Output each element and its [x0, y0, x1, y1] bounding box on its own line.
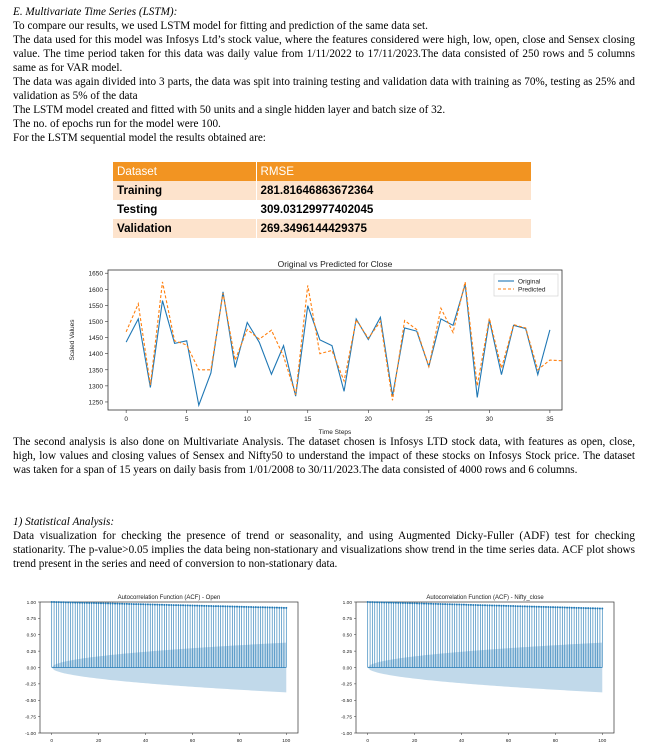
acf-marker — [402, 602, 404, 604]
acf-marker — [51, 601, 53, 603]
series-line-original — [126, 284, 550, 405]
y-tick-label: 1300 — [88, 383, 103, 391]
acf-marker — [507, 605, 509, 607]
acf-marker — [213, 605, 215, 607]
acf-marker — [456, 603, 458, 605]
x-tick-label: 60 — [189, 739, 196, 744]
acf-marker — [109, 602, 111, 604]
acf-marker — [573, 607, 575, 609]
acf-marker — [156, 604, 158, 606]
acf-marker — [423, 603, 425, 605]
acf-marker — [512, 605, 514, 607]
acf-marker — [381, 601, 383, 603]
table-cell: Testing — [113, 200, 256, 219]
y-tick-label: 0.50 — [342, 633, 352, 639]
acf-marker — [238, 606, 240, 608]
acf-marker — [454, 603, 456, 605]
x-tick-label: 80 — [552, 739, 559, 744]
acf-marker — [163, 604, 165, 606]
acf-marker — [149, 603, 151, 605]
x-axis-label: Time Steps — [318, 429, 352, 436]
acf-marker — [594, 607, 596, 609]
acf-marker — [484, 604, 486, 606]
acf-marker — [550, 606, 552, 608]
acf-marker — [540, 606, 542, 608]
acf-marker — [241, 606, 243, 608]
series-line-predicted — [126, 282, 562, 400]
x-tick-label: 0 — [50, 739, 54, 744]
y-tick-label: 1650 — [88, 270, 103, 278]
acf-marker — [152, 604, 154, 606]
x-tick-label: 30 — [485, 416, 493, 423]
acf-marker — [95, 602, 97, 604]
acf-marker — [385, 602, 387, 604]
acf-marker — [252, 606, 254, 608]
acf-marker — [121, 603, 123, 605]
acf-marker — [60, 601, 62, 603]
acf-marker — [465, 604, 467, 606]
acf-marker — [592, 607, 594, 609]
acf-marker — [187, 604, 189, 606]
acf-marker — [177, 604, 179, 606]
acf-marker — [224, 605, 226, 607]
acf-marker — [222, 605, 224, 607]
acf-marker — [587, 607, 589, 609]
y-tick-label: 1500 — [88, 318, 103, 326]
acf-marker — [369, 601, 371, 603]
acf-marker — [458, 604, 460, 606]
acf-marker — [590, 607, 592, 609]
acf-open-chart — [6, 592, 306, 747]
y-tick-label: 1.00 — [342, 600, 352, 606]
acf-marker — [583, 607, 585, 609]
y-tick-label: -1.00 — [341, 731, 352, 737]
table-cell: Validation — [113, 219, 256, 238]
acf-marker — [210, 605, 212, 607]
acf-marker — [522, 605, 524, 607]
acf-marker — [67, 601, 69, 603]
acf-marker — [227, 605, 229, 607]
acf-marker — [498, 605, 500, 607]
acf-marker — [269, 606, 271, 608]
acf-marker — [566, 607, 568, 609]
acf-marker — [411, 602, 413, 604]
acf-marker — [479, 604, 481, 606]
acf-marker — [231, 606, 233, 608]
acf-marker — [580, 607, 582, 609]
acf-marker — [72, 602, 74, 604]
acf-marker — [119, 603, 121, 605]
acf-marker — [482, 604, 484, 606]
acf-marker — [489, 604, 491, 606]
section-e-heading: E. Multivariate Time Series (LSTM): — [13, 6, 178, 18]
acf-marker — [421, 603, 423, 605]
y-tick-label: 0.00 — [342, 666, 352, 672]
acf-marker — [526, 605, 528, 607]
y-tick-label: -1.00 — [25, 731, 36, 737]
acf-marker — [100, 602, 102, 604]
acf-marker — [425, 603, 427, 605]
acf-marker — [281, 607, 283, 609]
y-tick-label: 1250 — [88, 399, 103, 407]
y-tick-label: 1550 — [88, 302, 103, 310]
acf-marker — [432, 603, 434, 605]
x-tick-label: 60 — [505, 739, 512, 744]
acf-marker — [145, 603, 147, 605]
acf-marker — [243, 606, 245, 608]
acf-marker — [208, 605, 210, 607]
y-tick-label: 1350 — [88, 367, 103, 375]
acf-marker — [133, 603, 135, 605]
paragraph: The data was again divided into 3 parts, the data was spit into training testing and validation data with training as 70%, testing as 25% and validation as 5% of the data — [13, 76, 635, 102]
acf-marker — [84, 602, 86, 604]
acf-marker — [451, 603, 453, 605]
acf-marker — [189, 604, 191, 606]
paragraph: To compare our results, we used LSTM model for fitting and prediction of the same data set. — [13, 20, 428, 32]
y-tick-label: 1400 — [88, 351, 103, 359]
acf-marker — [545, 606, 547, 608]
x-tick-label: 10 — [243, 416, 251, 423]
acf-marker — [428, 603, 430, 605]
y-tick-label: 0.25 — [26, 649, 36, 655]
acf-marker — [128, 603, 130, 605]
acf-marker — [524, 605, 526, 607]
acf-marker — [77, 602, 79, 604]
acf-marker — [93, 602, 95, 604]
acf-marker — [491, 604, 493, 606]
acf-marker — [561, 606, 563, 608]
acf-marker — [378, 601, 380, 603]
x-tick-label: 25 — [425, 416, 433, 423]
acf-marker — [86, 602, 88, 604]
acf-marker — [175, 604, 177, 606]
acf-marker — [245, 606, 247, 608]
acf-marker — [81, 602, 83, 604]
paragraph: The data used for this model was Infosys Ltd’s stock value, where the features considered were high, low, open, close and Sensex closing value. The time period taken for this data was daily value from 1/11/2022 to 17/11/2023.The data consisted of 250 rows and 5 columns same as for VAR model. — [13, 34, 635, 74]
acf-marker — [407, 602, 409, 604]
acf-marker — [170, 604, 172, 606]
acf-marker — [135, 603, 137, 605]
acf-marker — [444, 603, 446, 605]
acf-marker — [267, 606, 269, 608]
y-tick-label: -0.75 — [25, 715, 36, 721]
x-tick-label: 0 — [124, 416, 128, 423]
x-tick-label: 5 — [184, 416, 189, 423]
acf-marker — [220, 605, 222, 607]
acf-marker — [435, 603, 437, 605]
acf-marker — [533, 606, 535, 608]
y-tick-label: -0.75 — [341, 715, 352, 721]
acf-marker — [278, 607, 280, 609]
acf-marker — [442, 603, 444, 605]
acf-marker — [161, 604, 163, 606]
acf-marker — [234, 606, 236, 608]
acf-marker — [159, 604, 161, 606]
acf-marker — [585, 607, 587, 609]
acf-marker — [571, 607, 573, 609]
table-header: Dataset — [113, 162, 256, 181]
x-tick-label: 40 — [142, 739, 149, 744]
acf-marker — [91, 602, 93, 604]
chart-title: Autocorrelation Function (ACF) - Open — [117, 595, 221, 601]
acf-marker — [404, 602, 406, 604]
acf-marker — [58, 601, 60, 603]
acf-marker — [547, 606, 549, 608]
acf-marker — [250, 606, 252, 608]
paragraph: Data visualization for checking the presence of trend or seasonality, and using Augmented Dicky-Fuller (ADF) test for checking stationarity. The p-value>0.05 implies the data being non-stationary and visualizations show trend in the time series data. ACF plot shows trend present in the series and need of conversion to non-stationary data. — [13, 530, 635, 570]
acf-marker — [519, 605, 521, 607]
y-tick-label: 0.25 — [342, 649, 352, 655]
acf-marker — [601, 608, 603, 610]
acf-marker — [138, 603, 140, 605]
acf-marker — [229, 605, 231, 607]
y-tick-label: 1600 — [88, 286, 103, 294]
acf-marker — [201, 605, 203, 607]
acf-marker — [383, 601, 385, 603]
y-axis-label: Scaled Values — [69, 319, 76, 361]
table-row — [113, 181, 532, 200]
x-tick-label: 40 — [458, 739, 465, 744]
acf-marker — [203, 605, 205, 607]
x-tick-label: 20 — [364, 416, 372, 423]
acf-marker — [107, 602, 109, 604]
rmse-table — [113, 162, 532, 238]
acf-marker — [475, 604, 477, 606]
acf-marker — [564, 607, 566, 609]
y-tick-label: -0.50 — [341, 699, 352, 705]
acf-marker — [468, 604, 470, 606]
table-cell: 281.81646863672364 — [256, 181, 531, 200]
acf-marker — [503, 605, 505, 607]
acf-marker — [477, 604, 479, 606]
acf-marker — [283, 607, 285, 609]
legend-label: Predicted — [518, 286, 546, 294]
acf-marker — [496, 605, 498, 607]
acf-marker — [123, 603, 125, 605]
acf-marker — [409, 602, 411, 604]
acf-marker — [88, 602, 90, 604]
acf-marker — [510, 605, 512, 607]
acf-marker — [259, 606, 261, 608]
x-tick-label: 80 — [236, 739, 243, 744]
acf-marker — [388, 602, 390, 604]
acf-marker — [142, 603, 144, 605]
acf-marker — [514, 605, 516, 607]
acf-marker — [461, 604, 463, 606]
acf-marker — [168, 604, 170, 606]
acf-marker — [105, 602, 107, 604]
acf-marker — [285, 607, 287, 609]
acf-marker — [437, 603, 439, 605]
table-row — [113, 219, 532, 238]
acf-marker — [367, 601, 369, 603]
y-tick-label: 0.75 — [342, 617, 352, 623]
acf-nifty-chart — [322, 592, 622, 747]
y-tick-label: -0.25 — [25, 682, 36, 688]
acf-marker — [255, 606, 257, 608]
acf-marker — [140, 603, 142, 605]
acf-marker — [112, 603, 114, 605]
x-tick-label: 20 — [95, 739, 102, 744]
acf-marker — [154, 604, 156, 606]
acf-marker — [264, 606, 266, 608]
paragraph: For the LSTM sequential model the results obtained are: — [13, 132, 266, 144]
acf-marker — [395, 602, 397, 604]
y-tick-label: 0.50 — [26, 633, 36, 639]
paragraph: The no. of epochs run for the model were 100. — [13, 118, 221, 130]
table-cell: 269.3496144429375 — [256, 219, 531, 238]
paragraph: The LSTM model created and fitted with 50 units and a single hidden layer and batch size of 32. — [13, 104, 446, 116]
acf-marker — [597, 607, 599, 609]
acf-marker — [416, 602, 418, 604]
acf-marker — [130, 603, 132, 605]
acf-marker — [446, 603, 448, 605]
acf-marker — [196, 605, 198, 607]
acf-marker — [439, 603, 441, 605]
acf-marker — [463, 604, 465, 606]
acf-marker — [472, 604, 474, 606]
acf-marker — [194, 605, 196, 607]
acf-marker — [147, 603, 149, 605]
acf-marker — [79, 602, 81, 604]
acf-marker — [182, 604, 184, 606]
acf-marker — [505, 605, 507, 607]
acf-marker — [575, 607, 577, 609]
x-tick-label: 100 — [598, 739, 607, 744]
acf-marker — [578, 607, 580, 609]
acf-marker — [449, 603, 451, 605]
acf-marker — [217, 605, 219, 607]
acf-marker — [262, 606, 264, 608]
acf-marker — [470, 604, 472, 606]
acf-marker — [418, 602, 420, 604]
acf-marker — [543, 606, 545, 608]
acf-marker — [236, 606, 238, 608]
acf-marker — [538, 606, 540, 608]
acf-marker — [599, 607, 601, 609]
acf-marker — [114, 603, 116, 605]
acf-marker — [184, 604, 186, 606]
table-cell: 309.03129977402045 — [256, 200, 531, 219]
x-tick-label: 0 — [366, 739, 370, 744]
acf-marker — [116, 603, 118, 605]
table-cell: Training — [113, 181, 256, 200]
acf-marker — [493, 605, 495, 607]
acf-marker — [206, 605, 208, 607]
x-tick-label: 15 — [304, 416, 312, 423]
acf-marker — [376, 601, 378, 603]
acf-marker — [62, 601, 64, 603]
acf-marker — [486, 604, 488, 606]
x-tick-label: 35 — [546, 416, 554, 423]
acf-marker — [552, 606, 554, 608]
acf-marker — [400, 602, 402, 604]
section-1-heading: 1) Statistical Analysis: — [13, 516, 115, 528]
acf-marker — [531, 606, 533, 608]
acf-marker — [276, 607, 278, 609]
acf-marker — [102, 602, 104, 604]
acf-marker — [554, 606, 556, 608]
acf-marker — [557, 606, 559, 608]
acf-marker — [559, 606, 561, 608]
acf-marker — [397, 602, 399, 604]
acf-marker — [390, 602, 392, 604]
y-tick-label: 1.00 — [26, 600, 36, 606]
acf-marker — [215, 605, 217, 607]
y-tick-label: 1450 — [88, 335, 103, 343]
acf-marker — [173, 604, 175, 606]
acf-marker — [191, 605, 193, 607]
y-tick-label: -0.50 — [25, 699, 36, 705]
acf-marker — [69, 601, 71, 603]
acf-marker — [374, 601, 376, 603]
acf-marker — [55, 601, 57, 603]
y-tick-label: -0.25 — [341, 682, 352, 688]
acf-marker — [271, 607, 273, 609]
paragraph: The second analysis is also done on Multivariate Analysis. The dataset chosen is Infosys LTD stock data, with features as open, close, high, low values and closing values of Sensex and Nifty50 to understand the impact of these stocks on Infosys Stock price. The dataset was taken for a span of 15 years on daily basis from 1/01/2008 to 30/11/2023.The data consisted of 4000 rows and 6 columns. — [13, 436, 635, 476]
acf-marker — [500, 605, 502, 607]
acf-marker — [248, 606, 250, 608]
acf-marker — [414, 602, 416, 604]
chart-title: Original vs Predicted for Close — [277, 259, 393, 269]
acf-marker — [65, 601, 67, 603]
acf-marker — [430, 603, 432, 605]
acf-marker — [274, 607, 276, 609]
x-tick-label: 20 — [411, 739, 418, 744]
acf-marker — [166, 604, 168, 606]
acf-marker — [74, 602, 76, 604]
acf-marker — [98, 602, 100, 604]
acf-marker — [198, 605, 200, 607]
acf-marker — [371, 601, 373, 603]
acf-marker — [393, 602, 395, 604]
acf-marker — [529, 606, 531, 608]
line-chart — [60, 258, 570, 436]
table-row — [113, 200, 532, 219]
y-tick-label: 0.00 — [26, 666, 36, 672]
acf-marker — [517, 605, 519, 607]
acf-marker — [568, 607, 570, 609]
acf-marker — [536, 606, 538, 608]
x-tick-label: 100 — [282, 739, 291, 744]
chart-title: Autocorrelation Function (ACF) - Nifty_close — [426, 595, 544, 601]
y-tick-label: 0.75 — [26, 617, 36, 623]
legend-label: Original — [518, 278, 541, 286]
acf-marker — [53, 601, 55, 603]
acf-marker — [257, 606, 259, 608]
acf-marker — [180, 604, 182, 606]
table-header: RMSE — [256, 162, 531, 181]
acf-marker — [126, 603, 128, 605]
